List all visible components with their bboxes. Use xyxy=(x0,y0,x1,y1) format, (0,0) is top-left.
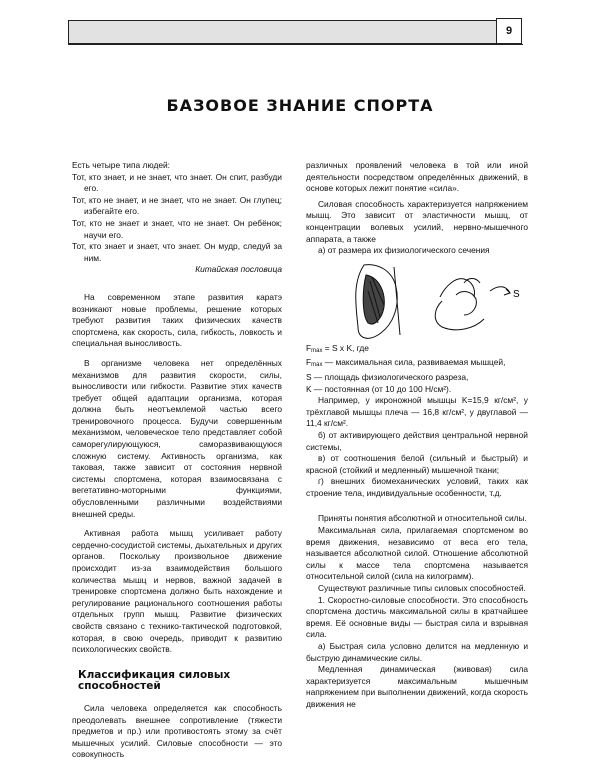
section-heading: Классификация силовых способностей xyxy=(78,668,231,693)
paragraph: а) от размера их физиологического сечения xyxy=(318,245,490,256)
list-item: в) от соотношения белой (сильный и быстрый) и красной (стойкий и медленный) мышечной ткани; xyxy=(306,453,528,475)
page-number: 9 xyxy=(496,18,522,44)
left-column xyxy=(72,160,282,761)
formula: Fmax = S x K, где xyxy=(306,342,369,354)
formula-definition: Fmax — максимальная сила, развиваемая мышцей, xyxy=(306,357,506,369)
formula-definition: S — площадь физиологического разреза, xyxy=(306,371,469,382)
epigraph-line: Тот, кто не знает и знает, что не знает. Он ребёнок; научи его. xyxy=(72,217,282,240)
biceps-drawing-icon xyxy=(306,257,528,343)
epigraph-intro: Есть четыре типа людей: xyxy=(72,160,171,170)
paragraph: а) Быстрая сила условно делится на медленную и быструю динамические силы. xyxy=(306,641,528,663)
paragraph: Активная работа мышц усиливает работу сердечно-сосудистой системы, дыхательных и других органов. Поскольку произвольное движение происходит из-за взаимодействия большого количества мышц и нервов, важной задачей в тренировке спортсмена должно быть нахождение и регулирование рационального соотношения работы отдельных групп мышц. Развитие физических свойств связано с технико-тактической подготовкой, которая, в свою очередь, приводит к развитию психологических свойств. xyxy=(72,528,282,655)
paragraph: На современном этапе развития каратэ возникают новые проблемы, решение которых требуют развития таких физических качеств спортсмена, как скорость, сила, гибкость, ловкость и специальная выносливость. xyxy=(72,291,282,349)
paragraph: Сила человека определяется как способность преодолевать внешнее сопротивление (тяжести предметов и пр.) или противостоять этому за счёт мышечных усилий. Силовые способности — это совокупность xyxy=(72,702,282,760)
paragraph: Медленная динамическая (живовая) сила характеризуется максимальным мышечным напряжением при выполнении движений, когда скорость движения не xyxy=(306,664,528,709)
list-item: г) внешних биомеханических условий, таких как строение тела, индивидуальные особенности, т.д. xyxy=(306,476,528,498)
paragraph: Существуют различные типы силовых способностей. xyxy=(318,583,526,594)
epigraph-line: Тот, кто не знает, и не знает, что не знает. Он глупец; избегайте его. xyxy=(72,194,282,217)
paragraph: Например, у икроножной мышцы K=15,9 кг/см², у трёхглавой мышцы плеча — 16,8 кг/см², у двуглавой — 11,4 кг/см². xyxy=(306,395,528,429)
formula-definition: K — постоянная (от 10 до 100 Н/см²). xyxy=(306,383,452,394)
right-column xyxy=(306,160,528,711)
epigraph-line: Тот, кто знает, и не знает, что знает. Он спит, разбуди его. xyxy=(72,171,282,194)
paragraph: различных проявлений человека в той или иной деятельности посредством определённых движений, в основе которых лежит понятие «сила». xyxy=(306,160,528,194)
epigraph-source: Китайская пословица xyxy=(195,264,282,275)
paragraph: Силовая способность характеризуется напряжением мышц. Это зависит от эластичности мышц, от концентрации волевых усилий, нервно-мышечного аппарата, а также xyxy=(306,198,528,244)
epigraph-line: Тот, кто знает и знает, что знает. Он мудр, следуй за ним. xyxy=(72,241,282,263)
paragraph: 1. Скоростно-силовые способности. Это способность спортсмена достичь максимальной силы в кратчайшее время. Её основные виды — быстрая сила и взрывная сила. xyxy=(306,594,528,640)
illustration-label: S xyxy=(513,288,520,300)
page-title: БАЗОВОЕ ЗНАНИЕ СПОРТА xyxy=(166,96,434,115)
header-rule xyxy=(68,44,523,45)
paragraph: Максимальная сила, прилагаемая спортсменом во время движения, независимо от веса его тела, называется абсолютной силой. Отношение абсолютной силы к массе тела спортсмена называется относительной силой (сила на килограмм). xyxy=(306,525,528,582)
list-item: б) от активирующего действия центральной нервной системы, xyxy=(306,429,528,452)
muscle-illustration xyxy=(306,257,528,343)
paragraph: Приняты понятия абсолютной и относительной силы. xyxy=(318,513,527,524)
header-bar xyxy=(68,20,519,44)
paragraph: В организме человека нет определённых механизмов для развития скорости, силы, выносливости или гибкости. Развитие этих качеств требует общей адаптации организма, которая должна быть неотъемлемой частью всего тренировочного процесса. Будучи совершенным механизмом, человеческое тело представляет собой саморегулирующуюся, саморазвивающуюся сложную систему. Активность организма, как таковая, также зависит от состояния нервной системы спортсмена, которая взаимосвязана с вегетативно-моторными функциями, обусловленными различными воздействиями внешней среды. xyxy=(72,357,282,519)
